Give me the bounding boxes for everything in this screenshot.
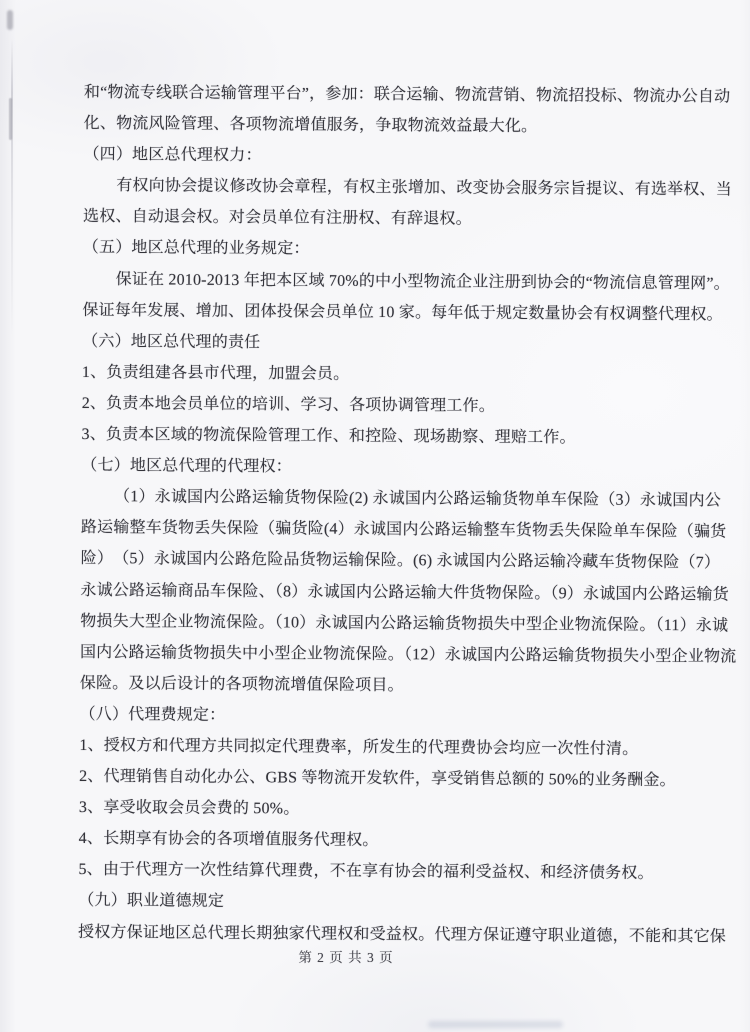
document-line: 保证每年发展、增加、团体投保会员单位 10 家。每年低于规定数量协会有权调整代理权。 [82, 301, 723, 324]
document-line: 国内公路运输货物损失中小型企业物流保险。（12）永诚国内公路运输货物损失小型企业物流 [79, 643, 737, 666]
document-line: 有权向协会提议修改协会章程，有权主张增加、改变协会服务宗旨提议、有选举权、当 [116, 177, 732, 199]
document-line: 授权方保证地区总代理长期独家代理权和受益权。代理方保证遵守职业道德，不能和其它保 [77, 923, 727, 945]
document-line: 险） （5）永诚国内公路危险品货物运输保险。(6) 永诚国内公路运输冷藏车货物保险（7） [80, 550, 721, 572]
document-line: 永诚公路运输商品车保险、（8）永诚国内公路运输大件货物保险。（9）永诚国内公路运输货 [80, 581, 729, 603]
list-item: 2、代理销售自动化办公、GBS 等物流开发软件，享受销售总额的 50%的业务酬金。 [79, 768, 676, 790]
list-item: 1、负责组建各县市代理，加盟会员。 [81, 363, 350, 383]
document-line: 路运输整车货物丢失保险（骗货险(4）永诚国内公路运输整车货物丢失保险单车保险（骗货 [80, 519, 727, 541]
list-item: 1、授权方和代理方共同拟定代理费率，所发生的代理费协会均应一次性付清。 [79, 736, 639, 758]
section-heading: （七）地区总代理的代理权： [81, 457, 292, 476]
list-item: 2、负责本地会员单位的培训、学习、各项协调管理工作。 [81, 394, 495, 415]
page-number-footer: 第 2 页 共 3 页 [298, 950, 394, 965]
document-line: 保险。及以后设计的各项物流增值保险项目。 [79, 674, 404, 694]
section-heading: （五）地区总代理的业务规定： [82, 239, 310, 259]
section-heading: （八）代理费规定： [79, 705, 226, 724]
section-heading: （六）地区总代理的责任 [82, 332, 261, 351]
list-item: 3、享受收取会员会费的 50%。 [78, 799, 300, 818]
list-item: 4、长期享有协会的各项增值服务代理权。 [78, 830, 379, 850]
scan-bottom-smudge [428, 1021, 563, 1028]
document-line: （1）永诚国内公路运输货物保险(2) 永诚国内公路运输货物单车保险（3）永诚国内公 [114, 488, 721, 510]
document-line: 物损失大型企业物流保险。（10）永诚国内公路运输货物损失中型企业物流保险。（11）永诚 [80, 612, 729, 635]
list-item: 3、负责本区域的物流保险管理工作、和控险、现场勘察、理赔工作。 [81, 425, 576, 447]
document-line: 选权、自动退会权。对会员单位有注册权、有辞退权。 [82, 208, 472, 229]
list-item: 5、由于代理方一次性结算代理费，不在享有协会的福利受益权、和经济债务权。 [78, 861, 654, 883]
section-heading: （九）职业道德规定 [78, 892, 225, 911]
document-line: 保证在 2010-2013 年把本区域 70%的中小型物流企业注册到协会的“物流信息管理网”。 [115, 270, 730, 293]
document-line: 和“物流专线联合运输管理平台”，参加：联合运输、物流营销、物流招投标、物流办公自动 [83, 83, 731, 106]
document-line: 化、物流风险管理、各项物流增值服务，争取物流效益最大化。 [83, 115, 538, 136]
section-heading: （四）地区总代理权力： [83, 146, 262, 165]
